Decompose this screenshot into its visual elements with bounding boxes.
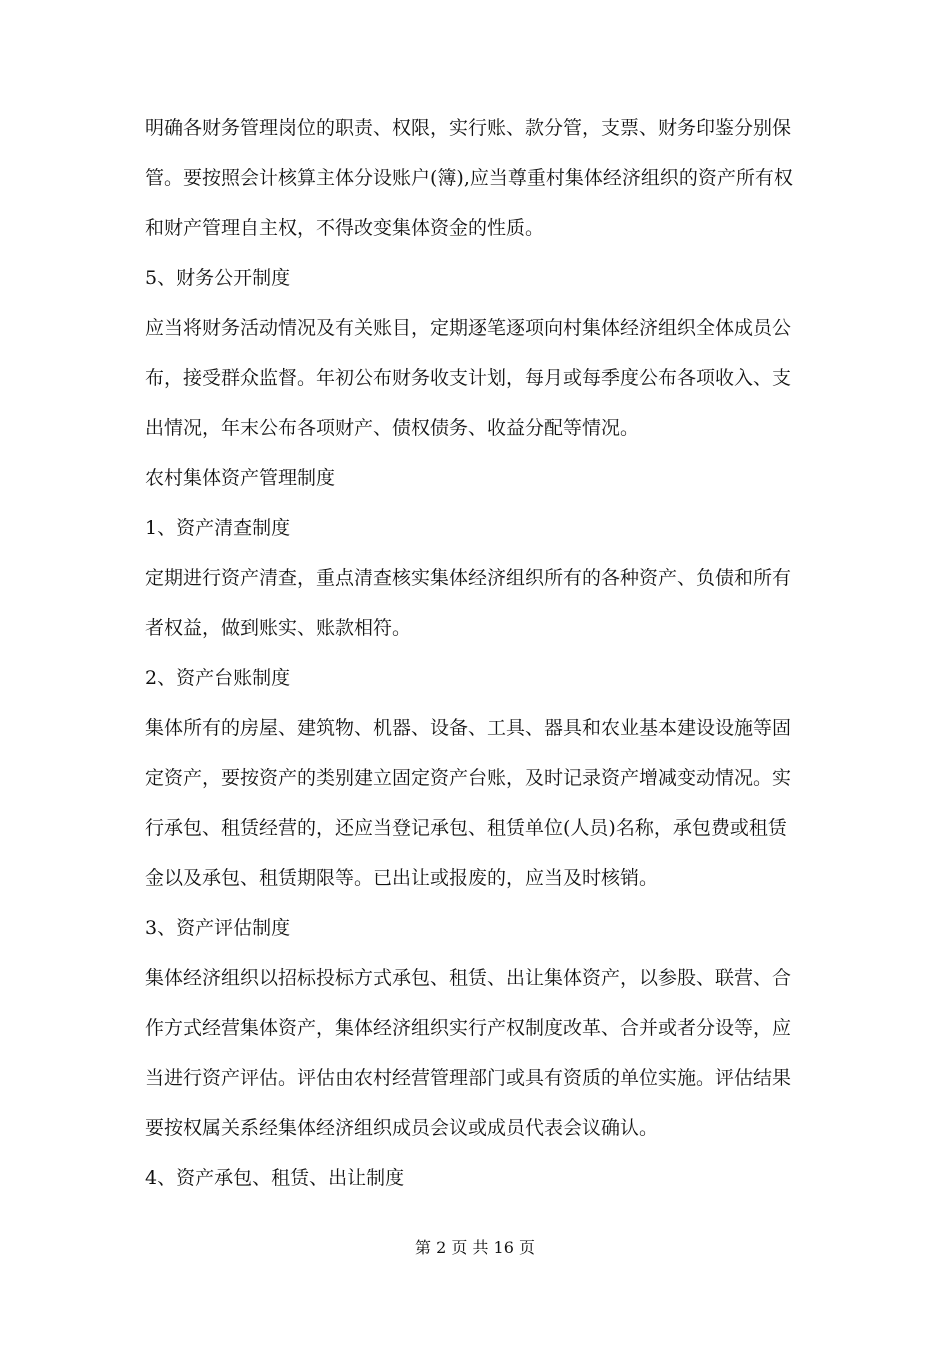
body-text [145,103,810,1203]
text-line: 作方式经营集体资产，集体经济组织实行产权制度改革、合并或者分设等，应 [145,1017,792,1039]
text-line: 明确各财务管理岗位的职责、权限，实行账、款分管，支票、财务印鉴分别保 [145,117,792,139]
section-heading: 5、财务公开制度 [145,267,291,289]
text-line: 出情况，年末公布各项财产、债权债务、收益分配等情况。 [145,417,640,439]
section-heading: 3、资产评估制度 [145,917,291,939]
text-line: 定期进行资产清查，重点清查核实集体经济组织所有的各种资产、负债和所有 [145,567,792,589]
text-line: 集体经济组织以招标投标方式承包、租赁、出让集体资产，以参股、联营、合 [145,967,792,989]
text-line: 布，接受群众监督。年初公布财务收支计划，每月或每季度公布各项收入、支 [145,367,792,389]
section-heading: 1、资产清查制度 [145,517,291,539]
text-line: 当进行资产评估。评估由农村经营管理部门或具有资质的单位实施。评估结果 [145,1067,792,1089]
text-line: 要按权属关系经集体经济组织成员会议或成员代表会议确认。 [145,1117,659,1139]
section-heading: 2、资产台账制度 [145,667,291,689]
page-footer: 第 2 页 共 16 页 [415,1238,535,1257]
section-heading: 4、资产承包、租赁、出让制度 [145,1167,405,1189]
text-line: 者权益，做到账实、账款相符。 [145,617,412,639]
text-line: 和财产管理自主权，不得改变集体资金的性质。 [145,217,545,239]
text-line: 定资产，要按资产的类别建立固定资产台账，及时记录资产增减变动情况。实 [145,767,792,789]
text-line: 金以及承包、租赁期限等。已出让或报废的，应当及时核销。 [145,867,659,889]
text-line: 应当将财务活动情况及有关账目，定期逐笔逐项向村集体经济组织全体成员公 [145,317,792,339]
text-line: 集体所有的房屋、建筑物、机器、设备、工具、器具和农业基本建设设施等固 [145,717,792,739]
text-line: 管。要按照会计核算主体分设账户(簿),应当尊重村集体经济组织的资产所有权 [145,167,793,189]
section-title: 农村集体资产管理制度 [145,467,336,489]
text-line: 行承包、租赁经营的，还应当登记承包、租赁单位(人员)名称，承包费或租赁 [145,817,787,839]
